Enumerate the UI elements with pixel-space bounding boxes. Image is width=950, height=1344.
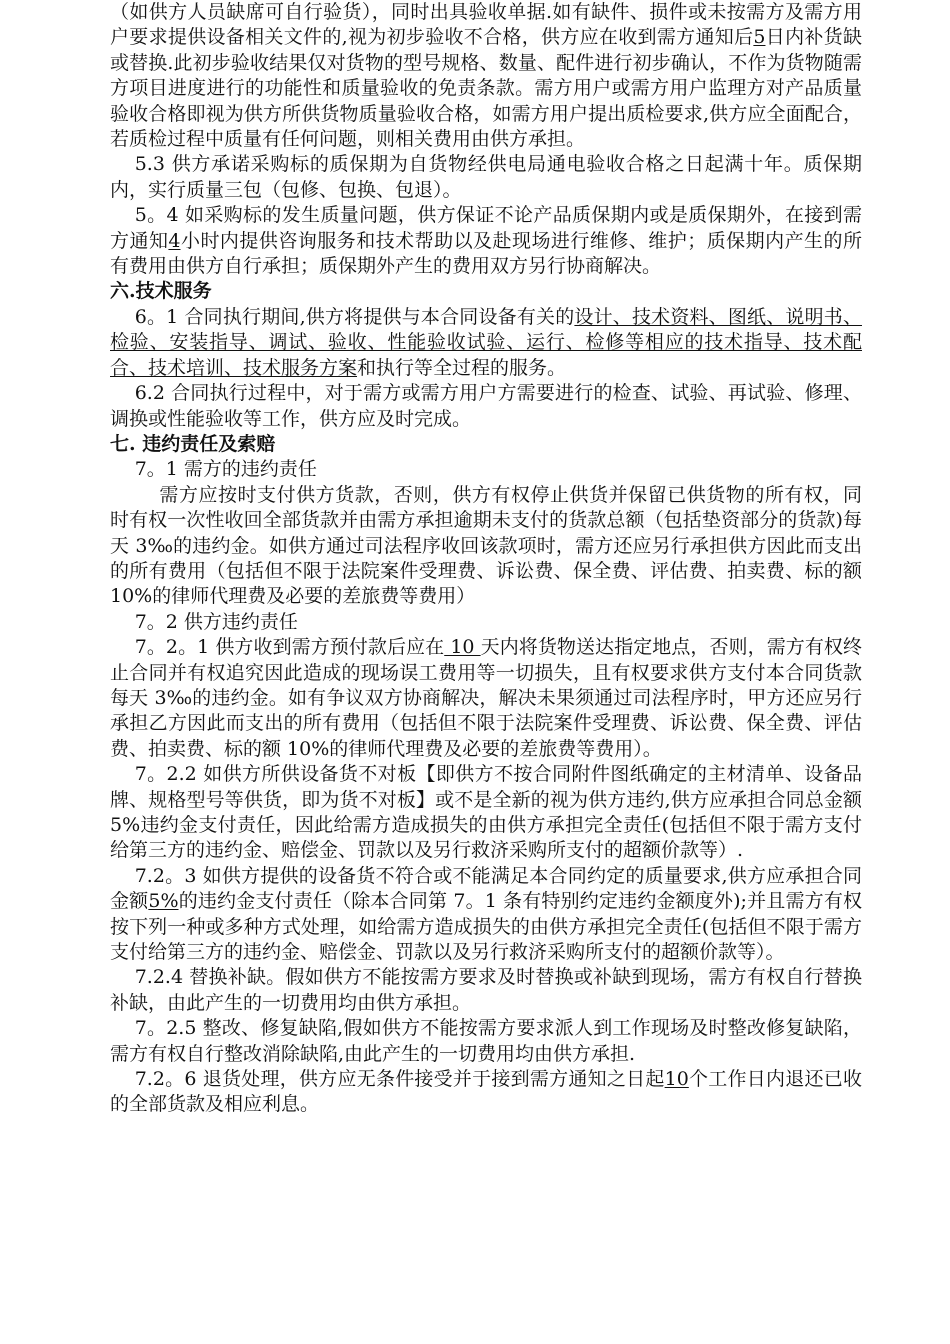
- text-run: 6。1 合同执行期间,供方将提供与本合同设备有关的: [134, 305, 575, 328]
- text-run: 7。2 供方违约责任: [134, 610, 298, 633]
- underlined-text: 设计、技术资料、图纸、说明书、检验、安装指导、调试、验收、性能验收试验、运行、检修等相应的技术指导、技术配合、技术培训、技术服务方案: [110, 305, 862, 379]
- paragraph: [110, 610, 862, 635]
- text-run: 日内补货缺或替换.此初步验收结果仅对货物的型号规格、数量、配件进行初步确认，不作为货物随需方项目进度进行的功能性和质量验收的免责条款。需方用户或需方用户监理方对产品质量验收合格即视为供方所供货物质量验收合格，如需方用户提出质检要求,供方应全面配合，若质检过程中质量有任何问题，则相关费用由供方承担。: [110, 26, 862, 151]
- paragraph: [110, 457, 862, 482]
- paragraph: [110, 1016, 862, 1067]
- text-run: 和执行等全过程的服务。: [357, 356, 567, 379]
- text-run: 5.3 供方承诺采购标的质保期为自货物经供电局通电验收合格之日起满十年。质保期内，实行质量三包（包修、包换、包退）。: [110, 153, 862, 201]
- paragraph: [110, 1067, 862, 1118]
- text-run: 7.2.4 替换补缺。假如供方不能按需方要求及时替换或补缺到现场，需方有权自行替换补缺，由此产生的一切费用均由供方承担。: [110, 966, 862, 1014]
- text-run: 7。2.5 整改、修复缺陷,假如供方不能按需方要求派人到工作现场及时整改修复缺陷，需方有权自行整改消除缺陷,由此产生的一切费用均由供方承担.: [110, 1017, 862, 1065]
- paragraph: [110, 305, 862, 381]
- text-run: 5。4 如采购标的发生质量问题，供方保证不论产品质保期内或是质保期外，在接到需方通知: [110, 204, 862, 252]
- paragraph: [110, 635, 862, 762]
- underlined-text: 4: [168, 229, 181, 252]
- underlined-text: 10: [664, 1068, 689, 1091]
- text-run: （如供方人员缺席可自行验货），同时出具验收单据.如有缺件、损件或未按需方及需方用户要求提供设备相关文件的,视为初步验收不合格，供方应在收到需方通知后: [110, 1, 862, 49]
- text-run: 六.技术服务: [110, 280, 212, 303]
- paragraph: [110, 483, 862, 610]
- paragraph: [110, 864, 862, 966]
- text-run: 7。2.2 如供方所供设备货不对板【即供方不按合同附件图纸确定的主材清单、设备品牌、规格型号等供货，即为货不对板】或不是全新的视为供方违约,供方应承担合同总金额 5%违约金支付责任，因此给需方造成损失的由供方承担完全责任(包括但不限于需方支付给第三方的违约金、赔偿金、罚款以及另行救济采购所支付的超额价款等）.: [110, 763, 862, 862]
- text-run: 小时内提供咨询服务和技术帮助以及赴现场进行维修、维护；质保期内产生的所有费用由供方自行承担；质保期外产生的费用双方另行协商解决。: [110, 229, 862, 278]
- paragraph: [110, 152, 862, 203]
- text-run: 7.2。6 退货处理，供方应无条件接受并于接到需方通知之日起: [134, 1068, 665, 1091]
- text-run: 6.2 合同执行过程中，对于需方或需方用户方需要进行的检查、试验、再试验、修理、调换或性能验收等工作，供方应及时完成。: [110, 382, 862, 430]
- paragraph: [110, 381, 862, 432]
- document-page: [110, 0, 862, 1118]
- text-run: 七. 违约责任及索赔: [110, 432, 276, 455]
- text-run: 个工作日内退还已收的全部货款及相应利息。: [110, 1068, 862, 1116]
- text-run: 的违约金支付责任（除本合同第 7。1 条有特别约定违约金额度外);并且需方有权按下列一种或多种方式处理，如给需方造成损失的由供方承担完全责任(包括但不限于需方支付给第三方的违约金、赔偿金、罚款以及另行救济采购所支付的超额价款等）。: [110, 890, 862, 964]
- paragraph: [110, 203, 862, 279]
- section-heading: [110, 432, 862, 457]
- paragraph: [110, 965, 862, 1016]
- underlined-text: 5: [753, 26, 766, 49]
- text-run: 7。1 需方的违约责任: [134, 458, 317, 481]
- text-run: 需方应按时支付供方货款，否则，供方有权停止供货并保留已供货物的所有权，同时有权一次性收回全部货款并由需方承担逾期未支付的货款总额（包括垫资部分的货款)每天 3‰的违约金。如供方通过司法程序收回该款项时，需方还应另行承担供方因此而支出的所有费用（包括但不限于法院案件受理费、诉讼费、保全费、评估费、拍卖费、标的额 10%的律师代理费及必要的差旅费等费用）: [110, 483, 862, 608]
- text-run: 7.2。3 如供方提供的设备货不符合或不能满足本合同约定的质量要求,供方应承担合同金额: [110, 864, 862, 913]
- underlined-text: 5%: [148, 890, 179, 913]
- text-run: 7。2。1 供方收到需方预付款后应在: [134, 636, 445, 659]
- text-run: 天内将货物送达指定地点，否则，需方有权终止合同并有权追究因此造成的现场误工费用等一切损失，且有权要求供方支付本合同货款每天 3‰的违约金。如有争议双方协商解决，解决未果须通过司法程序时，甲方还应另行承担乙方因此而支出的所有费用（包括但不限于法院案件受理费、诉讼费、保全费、评估费、拍卖费、标的额 10%的律师代理费及必要的差旅费等费用）。: [110, 636, 862, 760]
- paragraph: [110, 762, 862, 864]
- section-heading: [110, 279, 862, 304]
- underlined-text: 10: [444, 636, 481, 659]
- paragraph: [110, 0, 862, 152]
